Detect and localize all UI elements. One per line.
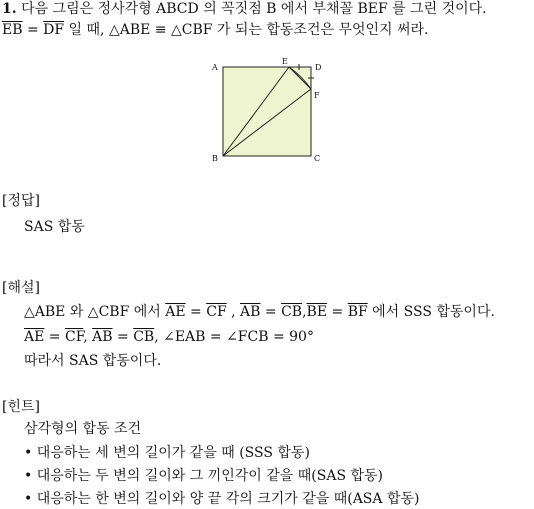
separator: ,: [226, 304, 241, 320]
line-be: [223, 67, 289, 156]
label-e: E: [282, 57, 288, 66]
segment-eb: $\overline{EB}$: [2, 22, 23, 38]
answer-text: SAS 합동: [24, 219, 85, 235]
sector-arc: [289, 67, 311, 89]
text: △ABE 와 △CBF 에서: [24, 304, 166, 320]
problem-text-2: 일 때, △ABE ≡ △CBF 가 되는 합동조건은 무엇인지 써라.: [64, 22, 429, 38]
hint-item: • 대응하는 두 변의 길이와 그 끼인각이 같을 때(SAS 합동): [24, 468, 384, 484]
text: , ∠EAB = ∠FCB = 90°: [154, 329, 314, 345]
segment-cf: $\overline{CF}$: [64, 329, 84, 345]
explanation-heading: [해설]: [2, 280, 40, 296]
explanation-line-3: 따라서 SAS 합동이다.: [24, 353, 162, 369]
segment-ae: $\overline{AE}$: [165, 304, 186, 320]
segment-bf: $\overline{BF}$: [347, 304, 368, 320]
square-abcd: [223, 67, 311, 156]
hint-item: • 대응하는 세 변의 길이가 같을 때 (SSS 합동): [24, 445, 310, 461]
label-c: C: [314, 154, 321, 163]
text: 에서 SSS 합동이다.: [367, 304, 495, 320]
hint-heading: [힌트]: [2, 399, 40, 415]
segment-be: $\overline{BE}$: [306, 304, 328, 320]
label-b: B: [212, 154, 218, 163]
line-bf: [223, 89, 311, 156]
explanation-line-2: [24, 328, 314, 346]
label-d: D: [315, 63, 322, 72]
problem-line-2: [2, 21, 429, 39]
segment-ae: $\overline{AE}$: [24, 329, 45, 345]
explanation-line-1: [24, 303, 495, 321]
equals: =: [112, 329, 134, 345]
separator: ,: [302, 304, 307, 320]
line-ef: [289, 67, 311, 89]
problem-number: 1.: [2, 1, 17, 17]
segment-ab: $\overline{AB}$: [92, 329, 113, 345]
problem-line-1: [2, 0, 487, 18]
equals: =: [22, 22, 44, 38]
segment-cb: $\overline{CB}$: [133, 329, 155, 345]
segment-cb: $\overline{CB}$: [281, 304, 303, 320]
segment-cf: $\overline{CF}$: [206, 304, 227, 320]
problem-text-1: 다음 그림은 정사각형 ABCD 의 꼭짓점 B 에서 부채꼴 BEF 를 그린 것이다.: [21, 1, 487, 17]
separator: ,: [83, 329, 93, 345]
equals: =: [185, 304, 207, 320]
label-a: A: [212, 63, 218, 72]
segment-ab: $\overline{AB}$: [240, 304, 261, 320]
label-f: F: [314, 91, 320, 100]
answer-heading: [정답]: [2, 193, 40, 209]
hint-item: • 대응하는 한 변의 길이와 양 끝 각의 크기가 같을 때(ASA 합동): [24, 491, 420, 507]
equals: =: [260, 304, 282, 320]
equals: =: [327, 304, 348, 320]
equals: =: [44, 329, 65, 345]
hint-title: 삼각형의 합동 조건: [24, 421, 142, 437]
segment-df: $\overline{DF}$: [43, 22, 65, 38]
